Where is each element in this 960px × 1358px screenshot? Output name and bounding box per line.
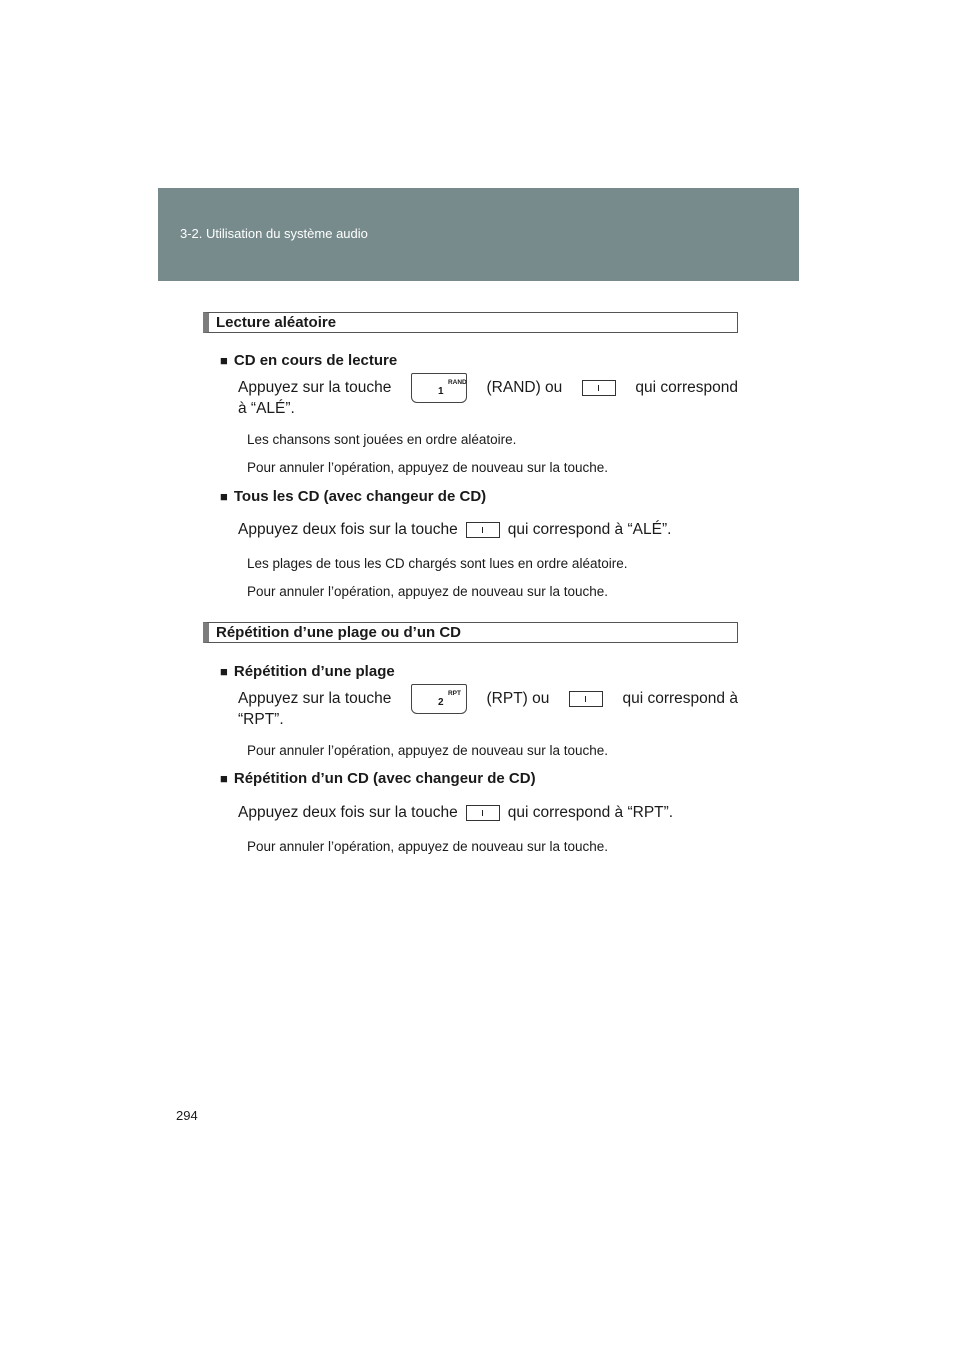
instruction-line [238, 518, 738, 542]
subheading-cd-playing [220, 352, 397, 369]
instruction-text: (RPT) ou [486, 690, 550, 707]
instruction-line [238, 372, 738, 404]
select-key-icon [582, 380, 616, 396]
note-text: Pour annuler l’opération, appuyez de nouveau sur la touche. [247, 743, 608, 758]
subheading-text: CD en cours de lecture [233, 352, 398, 369]
bullet-square-icon: ■ [220, 353, 228, 368]
section-repeat-title: Répétition d’une plage ou d’un CD [203, 622, 738, 643]
select-key-icon [466, 522, 500, 538]
key-number: 1 [437, 386, 444, 397]
note-text: Pour annuler l’opération, appuyez de nouveau sur la touche. [247, 839, 608, 854]
note-text: Pour annuler l’opération, appuyez de nouveau sur la touche. [247, 584, 608, 599]
instruction-text: qui correspond à “RPT”. [507, 804, 674, 821]
subheading-repeat-track [220, 663, 395, 680]
note-text: Les plages de tous les CD chargés sont lues en ordre aléatoire. [247, 556, 628, 571]
key-label: RPT [447, 690, 461, 697]
rand-key-icon [411, 373, 467, 403]
section-title: 3-2. Utilisation du système audio [180, 226, 368, 241]
instruction-text: Appuyez deux fois sur la touche [238, 521, 458, 538]
key-number: 2 [437, 697, 444, 708]
instruction-text: Appuyez sur la touche [238, 690, 392, 707]
key-label: RAND [447, 379, 467, 386]
section-random-title: Lecture aléatoire [203, 312, 738, 333]
instruction-text: Appuyez sur la touche [238, 379, 392, 396]
instruction-text: qui correspond [635, 379, 738, 396]
subheading-text: Répétition d’une plage [233, 663, 395, 680]
rpt-key-icon [411, 684, 467, 714]
chapter-header [158, 188, 799, 281]
instruction-text: (RAND) ou [486, 379, 563, 396]
note-text: Pour annuler l’opération, appuyez de nouveau sur la touche. [247, 460, 608, 475]
select-key-icon [466, 805, 500, 821]
instruction-text: à “ALÉ”. [238, 400, 295, 417]
instruction-text: qui correspond à [622, 690, 738, 707]
subheading-text: Tous les CD (avec changeur de CD) [233, 488, 487, 505]
subheading-repeat-disc [220, 770, 536, 787]
instruction-text: qui correspond à “ALÉ”. [507, 521, 672, 538]
instruction-text: Appuyez deux fois sur la touche [238, 804, 458, 821]
note-text: Les chansons sont jouées en ordre aléatoire. [247, 432, 517, 447]
select-key-icon [569, 691, 603, 707]
bullet-square-icon: ■ [220, 771, 228, 786]
subheading-all-cds [220, 488, 486, 505]
instruction-line [238, 683, 738, 715]
bullet-square-icon: ■ [220, 489, 228, 504]
subheading-text: Répétition d’un CD (avec changeur de CD) [233, 770, 536, 787]
bullet-square-icon: ■ [220, 664, 228, 679]
instruction-line [238, 801, 738, 825]
page-number: 294 [176, 1108, 198, 1123]
instruction-text: “RPT”. [238, 711, 284, 728]
